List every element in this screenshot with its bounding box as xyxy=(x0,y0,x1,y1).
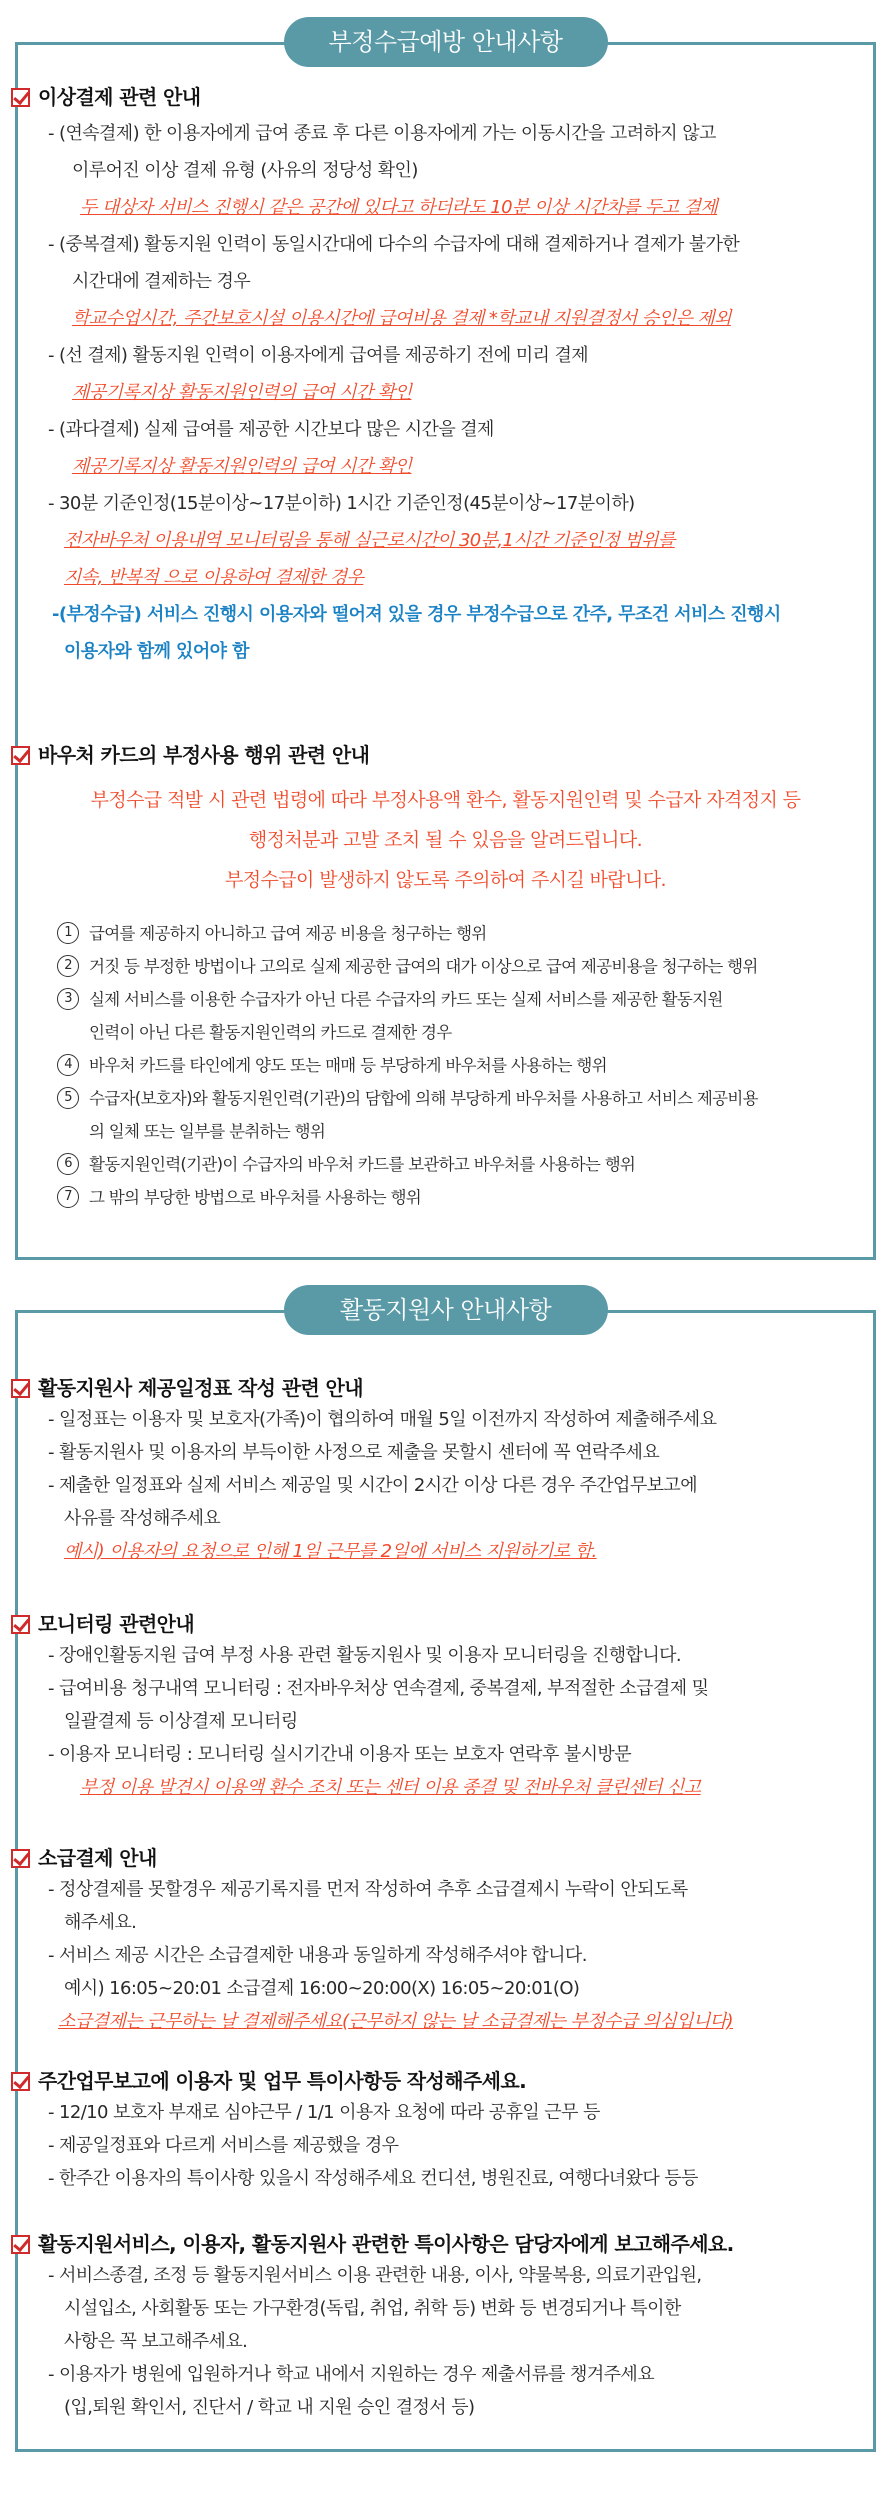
notice-line: 이용자와 함께 있어야 함 xyxy=(64,641,249,662)
example-line: 전자바우처 이용내역 모니터링을 통해 실근로시간이 30분,1시간 기준인정 범위를 xyxy=(64,530,675,551)
info-line: (입,퇴원 확인서, 진단서 / 학교 내 지원 승인 결정서 등) xyxy=(64,2397,475,2418)
retroactive-payment-section xyxy=(0,1843,891,2038)
warning-line: 부정수급 적발 시 관련 법령에 따라 부정사용액 환수, 활동지원인력 및 수급자 자격정지 등 xyxy=(90,789,801,811)
info-line: - 서비스 제공 시간은 소급결제한 내용과 동일하게 작성해주셔야 합니다. xyxy=(48,1945,587,1966)
example-line: 학교수업시간, 주간보호시설 이용시간에 급여비용 결제 *학교내 지원결정서 승인은 제외 xyxy=(72,308,731,329)
example-line: 부정 이용 발견시 이용액 환수 조치 또는 센터 이용 종결 및 전바우처 클린센터 신고 xyxy=(80,1777,701,1798)
checked-box-icon xyxy=(11,88,30,107)
section-title: 모니터링 관련안내 xyxy=(38,1612,195,1636)
list-item: 1 급여를 제공하지 아니하고 급여 제공 비용을 청구하는 행위 xyxy=(0,917,891,950)
section-title: 소급결제 안내 xyxy=(38,1846,157,1870)
caregiver-guide-heading: 활동지원사 안내사항 xyxy=(284,1285,608,1335)
info-line: 시설입소, 사회활동 또는 가구환경(독립, 취업, 취학 등) 변화 등 변경되거나 특이한 xyxy=(64,2298,681,2319)
section-title: 주간업무보고에 이용자 및 업무 특이사항등 작성해주세요. xyxy=(38,2069,527,2093)
checked-box-icon xyxy=(11,2235,30,2254)
example-line: 제공기록지상 활동지원인력의 급여 시간 확인 xyxy=(72,382,412,403)
list-item: 3 실제 서비스를 이용한 수급자가 아닌 다른 수급자의 카드 또는 실제 서비스를 제공한 활동지원 xyxy=(0,983,891,1016)
number-badge: 5 xyxy=(57,1087,79,1109)
info-line: 일괄결제 등 이상결제 모니터링 xyxy=(64,1711,298,1732)
number-badge: 1 xyxy=(57,922,79,944)
info-line: 이루어진 이상 결제 유형 (사유의 정당성 확인) xyxy=(72,160,418,181)
info-line: 시간대에 결제하는 경우 xyxy=(72,271,251,292)
example-line: 두 대상자 서비스 진행시 같은 공간에 있다고 하더라도 10분 이상 시간차를 두고 결제 xyxy=(80,197,718,218)
info-line: - (과다결제) 실제 급여를 제공한 시간보다 많은 시간을 결제 xyxy=(48,419,494,440)
number-badge: 4 xyxy=(57,1054,79,1076)
schedule-section xyxy=(0,1373,891,1568)
example-line: 지속, 반복적 으로 이용하여 결제한 경우 xyxy=(64,567,364,588)
section-title: 활동지원서비스, 이용자, 활동지원사 관련한 특이사항은 담당자에게 보고해주세요. xyxy=(38,2232,734,2256)
info-line: - 장애인활동지원 급여 부정 사용 관련 활동지원사 및 이용자 모니터링을 진행합니다. xyxy=(48,1645,682,1666)
section-title: 이상결제 관련 안내 xyxy=(38,85,201,109)
example-line: 소급결제는 근무하는 날 결제해주세요(근무하지 않는 날 소급결제는 부정수급 의심입니다) xyxy=(58,2011,733,2032)
info-line: - (연속결제) 한 이용자에게 급여 종료 후 다른 이용자에게 가는 이동시간을 고려하지 않고 xyxy=(48,123,716,144)
warning-line: 부정수급이 발생하지 않도록 주의하여 주시길 바랍니다. xyxy=(225,869,666,891)
info-line: 사유를 작성해주세요 xyxy=(64,1508,221,1529)
abnormal-payment-section xyxy=(0,82,891,670)
warning-line: 행정처분과 고발 조치 될 수 있음을 알려드립니다. xyxy=(248,829,643,851)
misuse-list xyxy=(0,917,891,1214)
special-report-section xyxy=(0,2229,891,2424)
info-line: - 제공일정표와 다르게 서비스를 제공했을 경우 xyxy=(48,2135,399,2156)
weekly-report-section xyxy=(0,2066,891,2195)
list-item: 4 바우처 카드를 타인에게 양도 또는 매매 등 부당하게 바우처를 사용하는 행위 xyxy=(0,1049,891,1082)
info-line: - (중복결제) 활동지원 인력이 동일시간대에 다수의 수급자에 대해 결제하거나 결제가 불가한 xyxy=(48,234,740,255)
info-line: 예시) 16:05~20:01 소급결제 16:00~20:00(X) 16:05~20:01(O) xyxy=(64,1978,580,1999)
info-line: - 12/10 보호자 부재로 심야근무 / 1/1 이용자 요청에 따라 공휴일 근무 등 xyxy=(48,2102,600,2123)
number-badge: 6 xyxy=(57,1153,79,1175)
info-line: - 제출한 일정표와 실제 서비스 제공일 및 시간이 2시간 이상 다른 경우 주간업무보고에 xyxy=(48,1475,697,1496)
info-line: - 활동지원사 및 이용자의 부득이한 사정으로 제출을 못할시 센터에 꼭 연락주세요 xyxy=(48,1442,660,1463)
number-badge: 7 xyxy=(57,1186,79,1208)
info-line: 사항은 꼭 보고해주세요. xyxy=(64,2331,248,2352)
checked-box-icon xyxy=(11,746,30,765)
number-badge: 3 xyxy=(57,988,79,1010)
info-line: - 이용자 모니터링 : 모니터링 실시기간내 이용자 또는 보호자 연락후 불시방문 xyxy=(48,1744,632,1765)
info-line: - 한주간 이용자의 특이사항 있을시 작성해주세요 컨디션, 병원진료, 여행다녀왔다 등등 xyxy=(48,2168,698,2189)
info-line: - 30분 기준인정(15분이상~17분이하) 1시간 기준인정(45분이상~17분이하) xyxy=(48,493,635,514)
list-item-continued: 의 일체 또는 일부를 분취하는 행위 xyxy=(89,1122,326,1141)
info-line: - 이용자가 병원에 입원하거나 학교 내에서 지원하는 경우 제출서류를 챙겨주세요 xyxy=(48,2364,654,2385)
info-line: - (선 결제) 활동지원 인력이 이용자에게 급여를 제공하기 전에 미리 결제 xyxy=(48,345,589,366)
list-item: 5 수급자(보호자)와 활동지원인력(기관)의 담합에 의해 부당하게 바우처를 사용하고 서비스 제공비용 xyxy=(0,1082,891,1115)
checked-box-icon xyxy=(11,1615,30,1634)
example-line: 예시) 이용자의 요청으로 인해 1일 근무를 2일에 서비스 지원하기로 함. xyxy=(64,1541,597,1562)
number-badge: 2 xyxy=(57,955,79,977)
list-item: 2 거짓 등 부정한 방법이나 고의로 실제 제공한 급여의 대가 이상으로 급여 제공비용을 청구하는 행위 xyxy=(0,950,891,983)
info-line: - 정상결제를 못할경우 제공기록지를 먼저 작성하여 추후 소급결제시 누락이 안되도록 xyxy=(48,1879,688,1900)
monitoring-section xyxy=(0,1609,891,1804)
notice-line: -(부정수급) 서비스 진행시 이용자와 떨어져 있을 경우 부정수급으로 간주, 무조건 서비스 진행시 xyxy=(52,604,781,625)
checked-box-icon xyxy=(11,1379,30,1398)
voucher-misuse-section xyxy=(0,740,891,1214)
list-item: 7 그 밖의 부당한 방법으로 바우처를 사용하는 행위 xyxy=(0,1181,891,1214)
info-line: - 일정표는 이용자 및 보호자(가족)이 협의하여 매월 5일 이전까지 작성하여 제출해주세요 xyxy=(48,1409,717,1430)
fraud-prevention-heading: 부정수급예방 안내사항 xyxy=(284,17,608,67)
info-line: 해주세요. xyxy=(64,1912,137,1933)
example-line: 제공기록지상 활동지원인력의 급여 시간 확인 xyxy=(72,456,412,477)
checked-box-icon xyxy=(11,2072,30,2091)
info-line: - 서비스종결, 조정 등 활동지원서비스 이용 관련한 내용, 이사, 약물복용, 의료기관입원, xyxy=(48,2265,702,2286)
info-line: - 급여비용 청구내역 모니터링 : 전자바우처상 연속결제, 중복결제, 부적절한 소급결제 및 xyxy=(48,1678,709,1699)
list-item-continued: 인력이 아닌 다른 활동지원인력의 카드로 결제한 경우 xyxy=(89,1023,452,1042)
section-title: 바우처 카드의 부정사용 행위 관련 안내 xyxy=(38,743,370,767)
list-item: 6 활동지원인력(기관)이 수급자의 바우처 카드를 보관하고 바우처를 사용하는 행위 xyxy=(0,1148,891,1181)
checked-box-icon xyxy=(11,1849,30,1868)
section-title: 활동지원사 제공일정표 작성 관련 안내 xyxy=(38,1376,363,1400)
